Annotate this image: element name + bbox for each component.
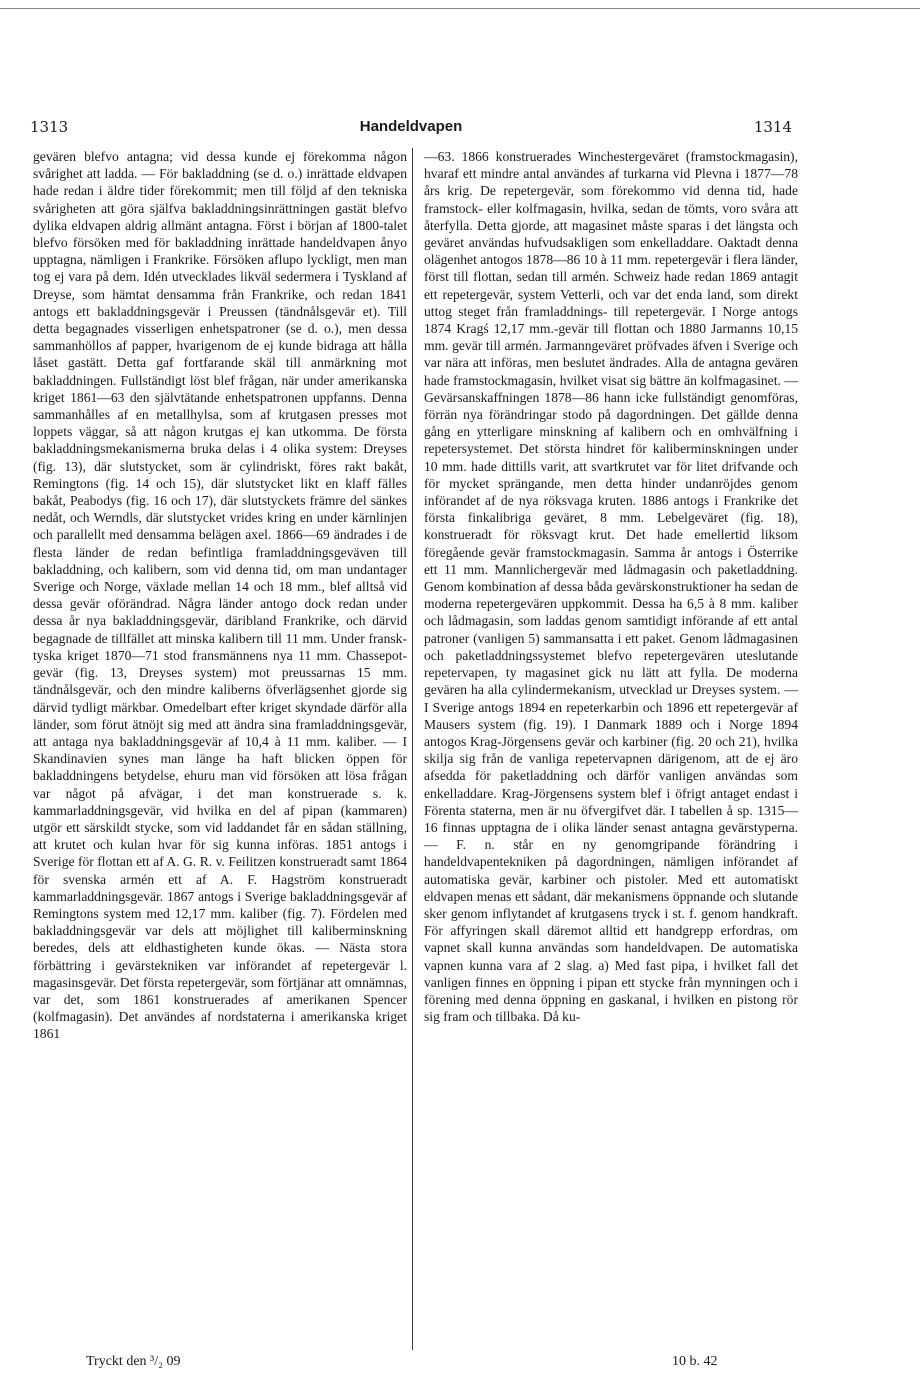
page-header <box>30 118 792 138</box>
left-column-text: gevären blefvo antagna; vid dessa kunde ej förekomma någon svårighet att ladda. — För bakladdning (se d. o.) inrättade eldvapen hade redan i äldre tider förekommit; men till följd af den tekniska svårigheten att göra själfva bakladdningsinrättningen gastät blefvo dylika eldvapen aldrig allmänt antagna. Först i början af 1800-talet blefvo försöken med för bakladdning inrättade handeldvapen ånyo upptagna, nämligen i Frankrike. Försöken aflupo lyckligt, men man tog ej vara på dem. Idén utvecklades likväl sedermera i Tyskland af Dreyse, som hämtat densamma från Frankrike, och redan 1841 antogs ett bakladdningsgevär i Preussen (tändnålsgevär et). Till detta begagnades visserligen enhetspatroner (se d. o.), men dessa sammanhöllos af papper, hvarigenom de ej kunde bidraga att hålla låset gastätt. Detta gaf fortfarande skäl till anmärkning mot bakladdningen. Fullständigt löst blef frågan, när under amerikanska kriget 1861—63 den självtätande enhetspatronen uppfanns. Denna sammanhålles af en metallhylsa, som af krutgasen presses mot loppets väggar, så att någon krutgas ej kan utkomma. De första bakladdningsmekanismerna bruka delas i 4 olika system: Dreyses (fig. 13), där slutstycket, som är cylindriskt, föres rakt bakåt, Remingtons (fig. 14 och 15), där slutstycket likt en klaff fälles bakåt, Peabodys (fig. 16 och 17), där slutstyckets främre del sänkes nedåt, och Werndls, där slutstycket vrides kring en under kärnlinjen och parallellt med densamma belägen axel. 1866—69 ändrades i de flesta länder de redan befintliga framladdningsgeväven till bakladdning, och kalibern, som vid denna tid, om man undantager Sverige och Norge, växlade mellan 14 och 18 mm., blef alltså vid dessa gevär oförändrad. Några länder antogo dock redan under dessa år nya bakladdningsgevär, däribland Frankrike, och därvid begagnade de tillfället att minska kalibern till 11 mm. Under fransk-tyska kriget 1870—71 stod fransmännens nya 11 mm. Chassepot-gevär (fig. 13, Dreyses system) mot preussarnas 15 mm. tändnålsgevär, och den mindre kaliberns öfverlägsenhet gjorde sig därvid tydligt märkbar. Omedelbart efter kriget skyndade därför alla länder, som förut ätnöjt sig med att ändra sina framladdningsgevär, att antaga nya bakladdningsgevär af 10,4 à 11 mm. kaliber. — I Skandinavien synes man länge ha haft blicken öppen för bakladdningens betydelse, ehuru man vid försöken att lösa frågan var något på afvägar, i det man konstruerade s. k. kammarladdningsgevär, vid hvilka en del af pipan (kammaren) utgör ett särskildt stycke, som vid laddandet får en sådan ställning, att krutet och kulan hvar för sig kunna införas. 1851 antogs i Sverige för flottan ett af A. G. R. v. Feilitzen konstrueradt samt 1864 för svenska armén ett af A. F. Hagström konstrueradt kammarladdningsgevär. 1867 antogs i Sverige bakladdningsgevär af Remingtons system med 12,17 mm. kaliber (fig. 7). Fördelen med bakladdningsgevär var dels att möjlighet till kaliberminskning beredes, dels att eldhastigheten kunde ökas. — Nästa stora förbättring i gevärstekniken var införandet af repetergevär l. magasinsgevär. Det första repetergevär, som förtjänar att omnämnas, var det, som 1861 konstruerades af amerikanen Spencer (kolfmagasin). Det användes af nordstaterna i amerikanska kriget 1861 <box>33 149 407 1042</box>
signature-footer: 10 b. 42 <box>672 1354 718 1369</box>
right-column-text: —63. 1866 konstruerades Winchestergeväret (framstockmagasin), hvaraf ett mindre antal användes af turkarna vid Plevna i 1877—78 års krig. De repetergevär, som förekommo vid denna tid, hade framstock- eller kolfmagasin, hvilka, sedan de tömts, voro svåra att återfylla. Detta gjorde, att magasinet måste sparas i det längsta och geväret användas hufvudsakligen som enkelladdare. Oaktadt denna olägenhet antogos 1878—86 10 à 11 mm. repetergevär i flera länder, först till flottan, sedan till armén. Schweiz hade redan 1869 antagit ett repetergevär, system Vetterli, och var det enda land, som direkt uttog steget från framladdnings- till repetergevär. I Norge antogs 1874 Kragś 12,17 mm.-gevär till flottan och 1880 Jarmanns 10,15 mm. gevär till armén. Jarmanngeväret pröfvades äfven i Sverige och var nära att införas, men beslutet ändrades. Alla de antagna gevären hade framstockmagasin, hvilket visat sig bättre än kolfmagasinet. — Gevärsanskaffningen 1878—86 hann icke fullständigt genomföras, förrän nya förändringar stodo på dagordningen. Det gällde denna gång en ytterligare minskning af kalibern och en omhvälfning i repetersystemet. Det största hindret för kaliberminskningen under 10 mm. hade dittills varit, att svartkrutet var för litet drifvande och för mycket sprängande, men detta hinder undanröjdes genom införandet af de nya röksvaga kruten. 1886 antogs i Frankrike det första finkalibriga geväret, 8 mm. Lebelgeväret (fig. 18), konstrueradt för röksvagt krut. Det hade emellertid liksom föregående gevär framstockmagasin. Samma år antogs i Österrike ett 11 mm. Mannlichergevär med lådmagasin och paketladdning. Genom kombination af dessa båda gevärskonstruktioner ha sedan de moderna repetergevären uppkommit. Dessa ha 6,5 à 8 mm. kaliber och lådmagasin, som laddas genom samtidigt införande af ett antal patroner (vanligen 5) sammansatta i ett paket. Genom lådmagasinen och paketladdningssystemet blefvo repetergevären uteslutande repetervapen, ty magasinet gick nu lätt att fylla. De moderna gevären ha alla cylindermekanism, utvecklad ur Dreyses system. — I Sverige antogs 1894 en repeterkarbin och 1896 ett repetergevär af Mausers system (fig. 19). I Danmark 1889 och i Norge 1894 antogos Krag-Jörgensens gevär och karbiner (fig. 20 och 21), hvilka skilja sig från de vanliga repetervapnen därigenom, att de ej äro afsedda för paketladdning och därför vanligen användas som enkelladdare. Krag-Jörgensens system blef i öfrigt antaget endast i Förenta staterna, men är nu öfvergifvet där. I tabellen å sp. 1315—16 finnas upptagna de i olika länder senast antagna gevärstyperna. — F. n. står en ny genomgripande förändring i handeldvapentekniken på dagordningen, nämligen införandet af automatiska gevär, karbiner och pistoler. Med ett automatiskt eldvapen menas ett sådant, där mekanismens öppnande och slutande sker genom inflytandet af krutgasens tryck i st. f. genom handkraft. För affyringen skall däremot alltid ett handgrepp erfordras, om vapnet skall kunna användas som handeldvapen. De automatiska vapnen kunna vara af 2 slag. a) Med fast pipa, i hvilket fall det vanligen finnes en öppning i pipan ett stycke från mynningen och i förening med denna öppning en gaskanal, i hvilken en pistong rör sig fram och tillbaka. Då ku- <box>424 149 798 1025</box>
page-number-right: 1314 <box>753 118 792 136</box>
top-rule <box>0 8 920 9</box>
page-number-left: 1313 <box>30 118 69 136</box>
page-title: Handeldvapen <box>359 118 463 135</box>
print-date-footer: Tryckt den ³/₂ 09 <box>86 1354 181 1369</box>
column-divider <box>412 148 413 1350</box>
left-column <box>33 148 407 1043</box>
right-column <box>424 148 798 1025</box>
